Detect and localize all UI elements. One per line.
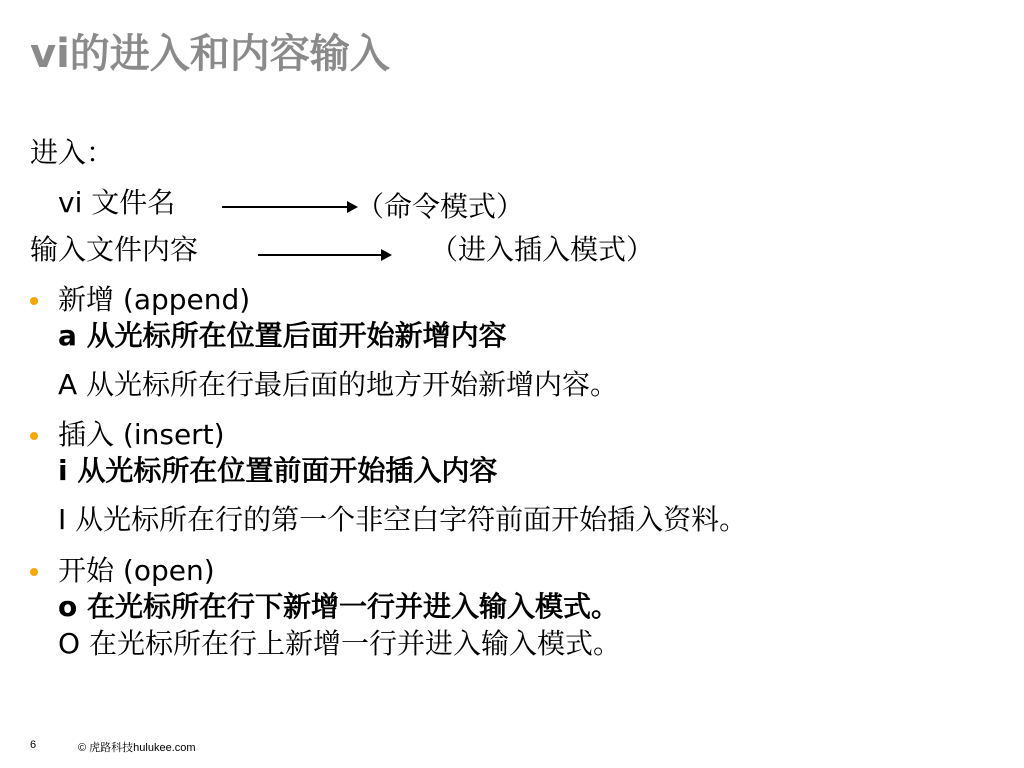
open-O-line: O 在光标所在行上新增一行并进入输入模式。	[58, 627, 621, 660]
open-o-line: o 在光标所在行下新增一行并进入输入模式。	[58, 590, 619, 623]
insert-i-line: i 从光标所在位置前面开始插入内容	[58, 454, 498, 487]
bullet-open-heading: 开始 (open)	[58, 554, 215, 587]
bullet-append-heading: 新增 (append)	[58, 283, 251, 316]
enter-heading: 进入：	[30, 136, 115, 169]
arrow-to-insert-mode	[258, 254, 382, 256]
insert-I-line: I 从光标所在行的第一个非空白字符前面开始插入资料。	[58, 503, 748, 536]
insert-mode-label: （进入插入模式）	[430, 233, 655, 266]
command-mode-label: （命令模式）	[356, 190, 525, 223]
input-content-label: 输入文件内容	[30, 233, 199, 266]
footer-copyright: © 虎路科技hulukee.com	[78, 742, 196, 754]
bullet-dot	[30, 297, 38, 305]
append-A-line: A 从光标所在行最后面的地方开始新增内容。	[58, 368, 619, 401]
slide-title: vi的进入和内容输入	[30, 31, 390, 77]
page-number: 6	[30, 739, 37, 751]
arrow-to-command-mode	[222, 206, 348, 208]
bullet-dot	[30, 568, 38, 576]
append-a-line: a 从光标所在位置后面开始新增内容	[58, 319, 507, 352]
bullet-dot	[30, 432, 38, 440]
bullet-insert-heading: 插入 (insert)	[58, 418, 225, 451]
vi-command: vi 文件名	[58, 186, 176, 219]
